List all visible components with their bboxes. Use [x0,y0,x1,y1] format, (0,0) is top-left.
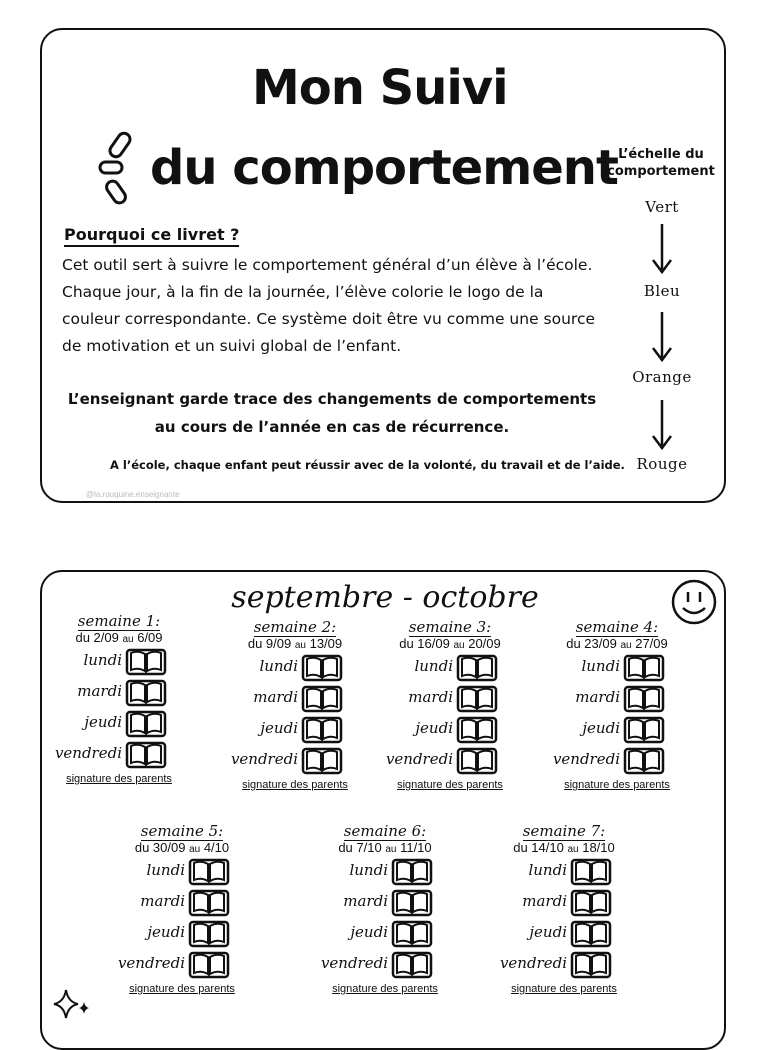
day-label: jeudi [260,719,298,737]
intro-text: Cet outil sert à suivre le comportement général d’un élève à l’école. Chaque jour, à la fin de la journée, l’élève colorie le logo de la couleur correspondante. Ce système doit être vu comme une source de motivation et un suivi global de l’enfant. [62,256,596,355]
week-title: semaine 1: [77,612,161,630]
parent-signature-label[interactable]: signature des parents [397,779,503,791]
day-row [542,651,692,682]
day-row [542,713,692,744]
week-dates: du 30/09 au 4/10 [134,840,230,855]
scale-title: L’échelle du comportement [607,147,715,179]
week-block [310,822,460,995]
scale-level-vert: Vert [645,198,679,216]
day-row [542,744,692,775]
day-label: vendredi [320,954,388,972]
day-label: mardi [253,688,298,706]
book-icon[interactable] [622,746,666,781]
week-block [375,618,525,791]
day-row [220,651,370,682]
week-block [107,822,257,995]
day-label: vendredi [54,744,122,762]
day-row [107,917,257,948]
day-label: lundi [581,657,620,675]
title-line-1: Mon Suivi [252,60,508,116]
day-label: mardi [77,682,122,700]
day-row [489,948,639,979]
day-row [44,707,194,738]
day-label: vendredi [230,750,298,768]
day-label: mardi [408,688,453,706]
period-title: septembre - octobre [231,580,539,615]
week-dates: du 9/09 au 13/09 [247,636,343,651]
book-icon[interactable] [300,746,344,781]
day-label: jeudi [147,923,185,941]
day-row [310,917,460,948]
week-title: semaine 4: [575,618,659,636]
week-title: semaine 2: [253,618,337,636]
day-row [375,682,525,713]
day-row [310,948,460,979]
day-label: vendredi [552,750,620,768]
day-row [107,948,257,979]
day-label: mardi [575,688,620,706]
day-label: jeudi [415,719,453,737]
parent-signature-label[interactable]: signature des parents [332,983,438,995]
week-block [220,618,370,791]
scale-level-bleu: Bleu [643,282,681,300]
parent-signature-label[interactable]: signature des parents [564,779,670,791]
tracker-card [40,570,726,1050]
arrow-down-icon [650,222,674,276]
book-icon[interactable] [390,950,434,985]
day-row [489,886,639,917]
day-row [310,886,460,917]
day-label: lundi [414,657,453,675]
arrow-down-icon [650,398,674,452]
day-row [220,744,370,775]
day-row [107,855,257,886]
book-icon[interactable] [187,950,231,985]
day-row [375,744,525,775]
book-icon[interactable] [569,950,613,985]
day-label: jeudi [529,923,567,941]
day-label: vendredi [117,954,185,972]
day-label: lundi [83,651,122,669]
week-dates: du 23/09 au 27/09 [566,636,668,651]
day-row [107,886,257,917]
teacher-note: L’enseignant garde trace des changements de comportements au cours de l’année en cas de récurrence. [67,390,597,436]
parent-signature-label[interactable]: signature des parents [242,779,348,791]
watermark: @la.rouquine.enseignante [86,490,180,499]
arrow-down-icon [650,310,674,364]
info-card [40,28,726,503]
day-row [542,682,692,713]
day-row [375,651,525,682]
parent-signature-label[interactable]: signature des parents [129,983,235,995]
parent-signature-label[interactable]: signature des parents [511,983,617,995]
sparkle-icon [52,986,92,1026]
day-row [44,676,194,707]
week-dates: du 14/10 au 18/10 [513,840,615,855]
decorative-strokes-icon [94,128,138,208]
day-label: lundi [259,657,298,675]
day-row [489,917,639,948]
day-row [44,645,194,676]
week-title: semaine 5: [140,822,224,840]
day-label: vendredi [385,750,453,768]
intro-heading: Pourquoi ce livret ? [64,225,239,247]
day-label: vendredi [499,954,567,972]
week-title: semaine 7: [522,822,606,840]
day-label: lundi [146,861,185,879]
day-label: mardi [140,892,185,910]
day-label: jeudi [350,923,388,941]
title-line-2: du comportement [150,140,618,196]
day-label: mardi [522,892,567,910]
scale-level-orange: Orange [632,368,692,386]
day-row [489,855,639,886]
day-label: lundi [528,861,567,879]
day-row [375,713,525,744]
motto: A l’école, chaque enfant peut réussir avec de la volonté, du travail et de l’aide. [110,458,625,472]
day-label: jeudi [84,713,122,731]
book-icon[interactable] [455,746,499,781]
day-label: mardi [343,892,388,910]
week-title: semaine 3: [408,618,492,636]
book-icon[interactable] [124,740,168,775]
week-block [489,822,639,995]
day-row [220,682,370,713]
week-dates: du 7/10 au 11/10 [338,840,432,855]
day-label: lundi [349,861,388,879]
week-dates: du 16/09 au 20/09 [399,636,501,651]
week-dates: du 2/09 au 6/09 [75,630,163,645]
day-label: jeudi [582,719,620,737]
day-row [220,713,370,744]
day-row [310,855,460,886]
week-block [542,618,692,791]
parent-signature-label[interactable]: signature des parents [66,773,172,785]
scale-level-rouge: Rouge [636,455,688,473]
week-title: semaine 6: [343,822,427,840]
day-row [44,738,194,769]
week-block [44,612,194,785]
